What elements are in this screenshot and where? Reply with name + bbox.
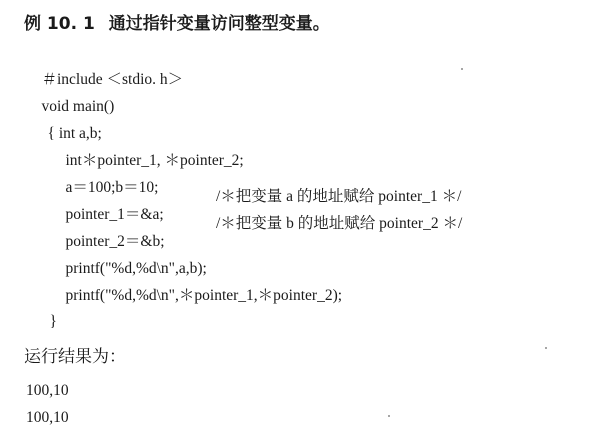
- result-heading: 运行结果为：: [24, 347, 126, 367]
- example-caption: 通过指针变量访问整型变量。: [108, 14, 330, 34]
- code-text: pointer_2＝&b;: [65, 233, 165, 250]
- scan-speck: [388, 415, 390, 417]
- example-title: [24, 9, 330, 34]
- output-line: 100,10: [26, 409, 69, 426]
- code-line-close-brace: [34, 295, 57, 349]
- code-comment: /＊把变量 a 的地址赋给 pointer_1 ＊/: [216, 188, 462, 205]
- code-text: printf("%d,%d\n",a,b);: [65, 260, 207, 277]
- code-text: int＊pointer_1, ＊pointer_2;: [65, 152, 244, 169]
- code-text: ＃include ＜stdio. h＞: [41, 71, 184, 88]
- code-comment: /＊把变量 b 的地址赋给 pointer_2 ＊/: [216, 215, 463, 232]
- scan-speck: [461, 68, 463, 70]
- code-text: a＝100;b＝10;: [65, 179, 159, 196]
- code-text: pointer_1＝&a;: [65, 206, 164, 223]
- scan-speck: [545, 347, 547, 349]
- example-number: 例 10. 1: [24, 14, 95, 34]
- code-text: printf("%d,%d\n",＊pointer_1,＊pointer_2);: [65, 287, 343, 304]
- code-text: }: [49, 313, 57, 330]
- code-text: void main(): [41, 98, 115, 115]
- code-line-printf-pointers: [50, 269, 342, 323]
- code-text: { int a,b;: [47, 125, 102, 142]
- output-line: 100,10: [26, 382, 69, 399]
